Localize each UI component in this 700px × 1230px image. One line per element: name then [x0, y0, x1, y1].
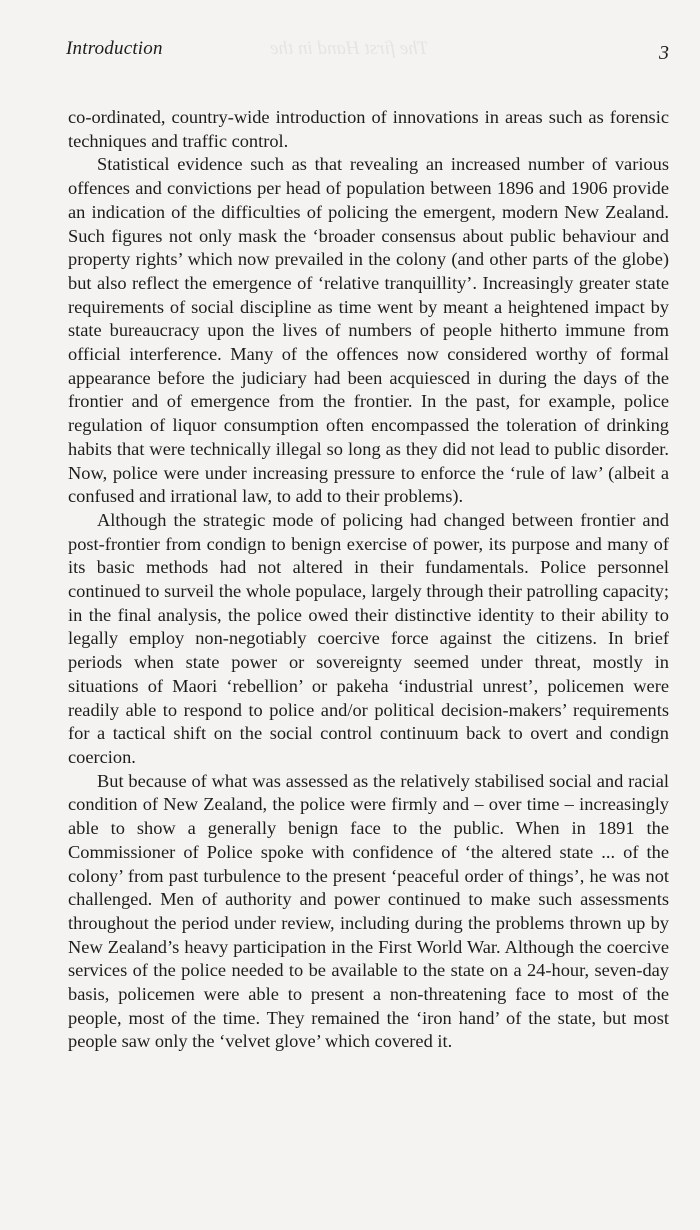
paragraph-benign-face: But because of what was assessed as the relatively stabilised social and racial condition of New Zealand, the police were firmly and – over time – increasingly able to show a generally benign face to the public. When in 1891 the Commissioner of Police spoke with confidence of ‘the altered state ... of the colony’ from past turbulence to the present ‘peaceful order of things’, he was not challenged. Men of authority and power continued to make such assessments throughout the period under review, including during the problems thrown up by New Zealand’s heavy participation in the First World War. Although the coercive services of the police needed to be available to the state on a 24-hour, seven-day basis, policemen were able to present a non-threatening face to most of the people, most of the time. They remained the ‘iron hand’ of the state, but most people saw only the ‘velvet glove’ which covered it. — [68, 770, 669, 1052]
body-text — [68, 106, 669, 1054]
paragraph-statistical-evidence: Statistical evidence such as that revealing an increased number of various offences and convictions per head of population between 1896 and 1906 provide an indication of the difficulties of policing the emergent, modern New Zealand. Such figures not only mask the ‘broader consensus about public behaviour and property rights’ which now prevailed in the colony (and other parts of the globe) but also reflect the emergence of ‘relative tranquillity’. Increasingly greater state requirements of social discipline as time went by meant a heightened impact by state bureaucracy upon the lives of numbers of people hitherto immune from official interference. Many of the offences now considered worthy of formal appearance before the judiciary had been acquiesced in during the days of the frontier and of emergence from the frontier. In the past, for example, police regulation of liquor consumption often encompassed the toleration of drinking habits that were technically illegal so long as they did not lead to public disorder. Now, police were under increasing pressure to enforce the ‘rule of law’ (albeit a confused and irrational law, to add to their problems). — [68, 154, 669, 507]
bleed-through-text: The first Hand in the — [270, 38, 429, 59]
running-head-title: Introduction — [66, 38, 163, 59]
paragraph-continued: co-ordinated, country-wide introduction of innovations in areas such as forensic techniques and traffic control. — [68, 107, 669, 151]
page-number: 3 — [659, 42, 669, 64]
paragraph-strategic-mode: Although the strategic mode of policing had changed between frontier and post-frontier from condign to benign exercise of power, its purpose and many of its basic methods had not altered in their fundamentals. Police personnel continued to surveil the whole populace, largely through their patrolling capacity; in the final analysis, the police owed their distinctive identity to their ability to legally employ non-negotiably coercive force against the citizens. In brief periods when state power or sovereignty seemed under threat, mostly in situations of Maori ‘rebellion’ or pakeha ‘industrial unrest’, policemen were readily able to respond to police and/or political decision-makers’ requirements for a tactical shift on the social control continuum back to overt and condign coercion. — [68, 509, 669, 767]
